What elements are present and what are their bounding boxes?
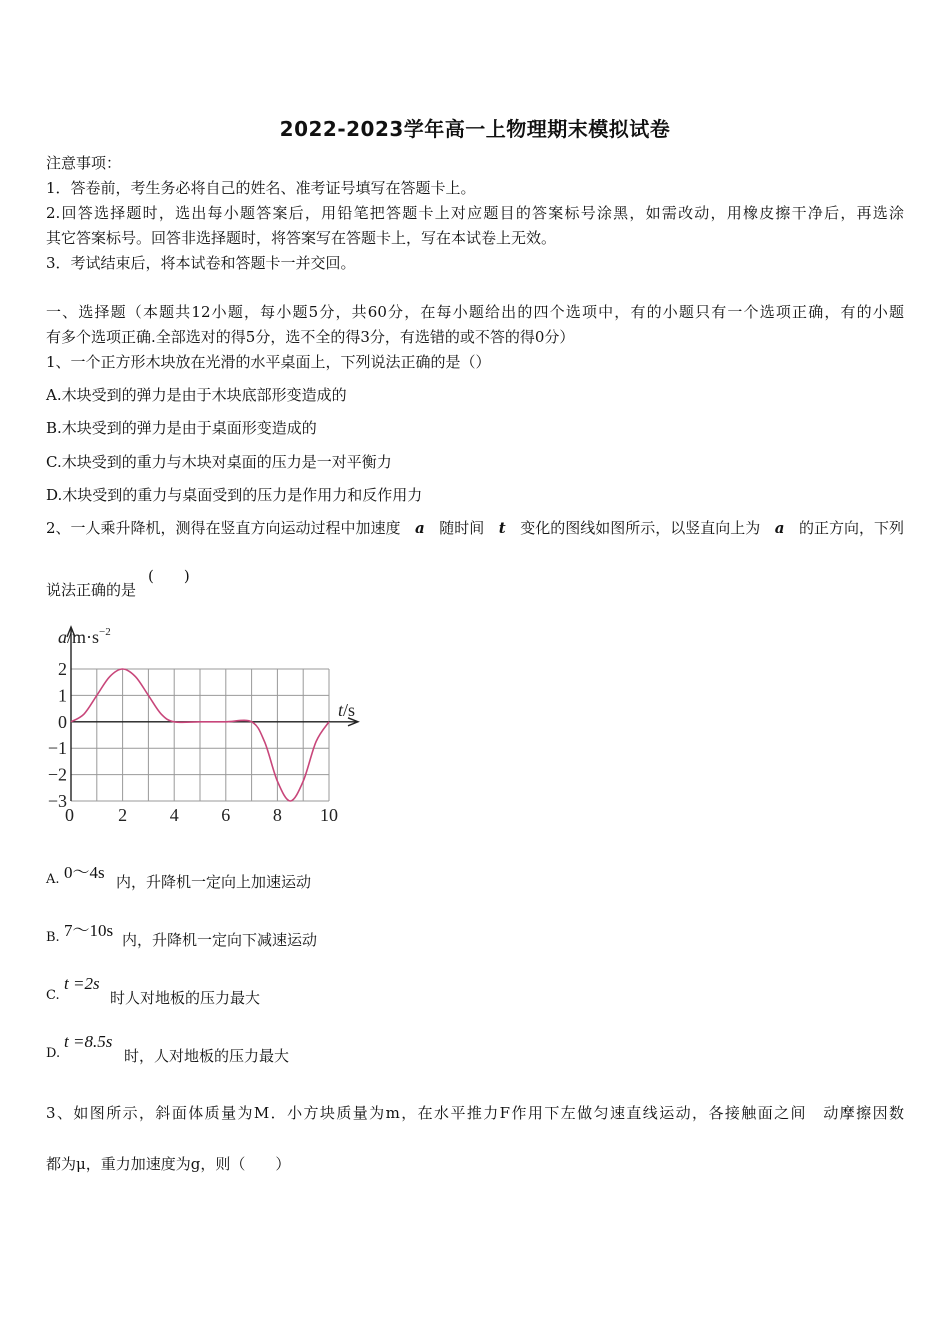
question-2-stem-line-1 xyxy=(46,518,904,538)
option-d-letter: D. xyxy=(46,1046,61,1061)
question-1-option-c: C.木块受到的重力与木块对桌面的压力是一对平衡力 xyxy=(46,453,392,471)
notice-heading: 注意事项： xyxy=(46,154,122,172)
variable-t: t xyxy=(498,519,506,537)
question-3-stem-line-2: 都为μ，重力加速度为g，则（ ） xyxy=(46,1155,291,1173)
question-2-stem-part-1: 2、一人乘升降机，测得在竖直方向运动过程中加速度 xyxy=(46,519,401,537)
question-1-option-d: D.木块受到的重力与桌面受到的压力是作用力和反作用力 xyxy=(46,486,423,504)
option-d-formula: t =8.5s xyxy=(64,1032,113,1051)
graph-labels xyxy=(48,626,355,825)
option-c-formula: t =2s xyxy=(64,974,100,993)
y-tick-label: 1 xyxy=(58,685,67,706)
option-d-text: 时，人对地板的压力最大 xyxy=(124,1047,290,1065)
y-axis-label: $a/m\cdot s^{-2}$ xyxy=(58,626,111,647)
question-1-stem: 1、一个正方形木块放在光滑的水平桌面上，下列说法正确的是（） xyxy=(46,353,491,371)
question-2-stem-part-4: 的正方向，下列 xyxy=(798,519,904,537)
x-tick-label: 2 xyxy=(118,805,128,825)
y-tick-label: 0 xyxy=(58,711,67,732)
notice-item-1: 1．答卷前，考生务必将自己的姓名、准考证号填写在答题卡上。 xyxy=(46,179,476,197)
y-tick-label: −2 xyxy=(47,764,67,785)
acceleration-time-graph xyxy=(40,615,380,830)
y-tick-label: 2 xyxy=(58,659,67,679)
option-c-letter: C. xyxy=(46,988,60,1003)
option-a-text: 内，升降机一定向上加速运动 xyxy=(116,873,312,891)
x-tick-label: 8 xyxy=(272,805,282,825)
option-c-text: 时人对地板的压力最大 xyxy=(110,989,261,1007)
question-2-stem-part-2: 随时间 xyxy=(439,519,485,537)
notice-item-2-line-2: 其它答案标号。回答非选择题时，将答案写在答题卡上，写在本试卷上无效。 xyxy=(46,229,557,247)
x-tick-label: 4 xyxy=(169,805,179,825)
option-b-text: 内，升降机一定向下减速运动 xyxy=(122,931,318,949)
x-tick-label: 6 xyxy=(221,805,231,825)
answer-paren: ( ) xyxy=(148,567,190,585)
x-tick-label: 10 xyxy=(320,805,338,825)
option-a-formula: 0～4s xyxy=(64,863,105,882)
x-axis-label: t/s xyxy=(338,700,356,720)
notice-item-2-line-1: 2.回答选择题时，选出每小题答案后，用铅笔把答题卡上对应题目的答案标号涂黑，如需改动，用橡皮擦干净后，再选涂 xyxy=(46,204,904,222)
option-a-letter: A. xyxy=(46,872,60,887)
page-title: 2022-2023学年高一上物理期末模拟试卷 xyxy=(279,117,671,141)
option-b-letter: B. xyxy=(46,930,60,945)
x-tick-label: 0 xyxy=(65,805,74,825)
y-tick-label: −1 xyxy=(47,738,67,759)
variable-a: a xyxy=(415,519,425,537)
option-b-formula: 7～10s xyxy=(64,921,114,940)
question-2-stem-part-3: 变化的图线如图所示，以竖直向上为 xyxy=(520,519,761,537)
variable-a-2: a xyxy=(774,519,785,537)
question-1-option-b: B.木块受到的弹力是由于桌面形变造成的 xyxy=(46,419,317,437)
question-1-option-a: A.木块受到的弹力是由于木块底部形变造成的 xyxy=(46,386,347,404)
section-heading-line-2: 有多个选项正确.全部选对的得5分，选不全的得3分，有选错的或不答的得0分） xyxy=(46,328,575,346)
graph-grid xyxy=(71,669,329,801)
notice-item-3: 3．考试结束后，将本试卷和答题卡一并交回。 xyxy=(46,254,356,272)
question-3-stem-line-1: 3、如图所示，斜面体质量为M．小方块质量为m，在水平推力F作用下左做匀速直线运动，各接触面之间 动摩擦因数 xyxy=(46,1104,904,1122)
y-tick-label: −3 xyxy=(47,791,67,811)
section-heading-line-1: 一、选择题（本题共12小题，每小题5分，共60分，在每小题给出的四个选项中，有的小题只有一个选项正确，有的小题 xyxy=(46,303,904,321)
question-2-stem-line-2: 说法正确的是 xyxy=(46,581,137,599)
